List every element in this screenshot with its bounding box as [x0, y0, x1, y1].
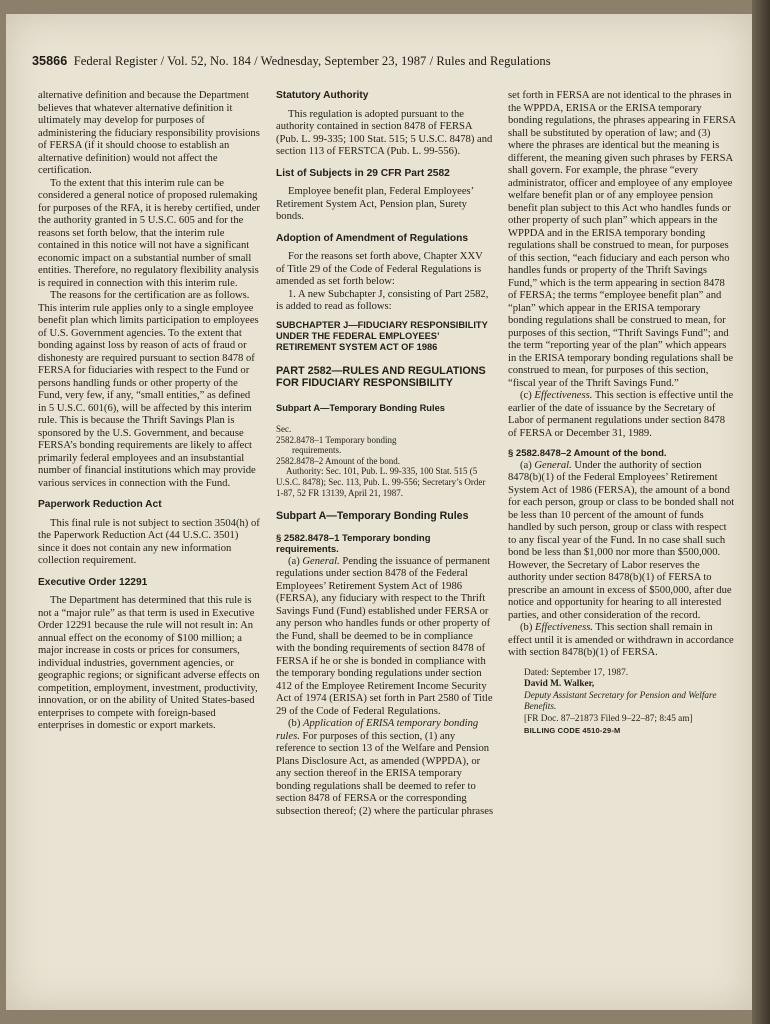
page-gutter-shadow	[752, 0, 770, 1024]
signer-title: Deputy Assistant Secretary for Pension and Welfare Benefits.	[524, 690, 717, 712]
part-heading: PART 2582—RULES AND REGULATIONS FOR FIDUCIARY RESPONSIBILITY	[276, 364, 486, 389]
page-header	[32, 54, 744, 69]
paragraph: To the extent that this interim rule can be considered a general notice of proposed rulemaking for purposes of the RFA, it is hereby certified, under the authority granted in 5 U.S.C. 605 and for the reasons set forth below, that the interim rule contained in this notice will not have a significant economic impact on a substantial number of small entities. Therefore, no regulatory flexibility analysis is required in connection with this interim rule.	[38, 177, 260, 289]
page-number: 35866	[32, 54, 68, 68]
paragraph-text: For purposes of this section, (1) any reference to section 13 of the Welfare and Pension Plans Disclosure Act, as amended (WPPDA), or any section thereof in the ERISA temporary bonding regulations shall be deemed to refer to section 8478 of FERSA or the corresponding subsection thereof; (2) where the particular phrases	[276, 730, 494, 817]
paragraph-text: Pending the issuance of permanent regulations under section 8478 of the Federal Employees’ Retirement System Act of 1986 (FERSA), any fiduciary with respect to the Thrift Savings Fund (Fund) established under FERSA or any person who handles funds or other property of the Fund, shall be deemed to be in compliance with the bonding requirements of section 8478 of FERSA if he or she is bonded in compliance with the temporary bonding regulations under section 412 of the Employee Retirement Income Security Act of 1974 (ERISA) set forth in Part 2580 of Title 29 of the Code of Federal Regulations.	[276, 555, 493, 717]
section-heading: § 2582.8478–1 Temporary bonding requirements.	[276, 532, 431, 556]
authority-citation: Authority: Sec. 101, Pub. L. 99-335, 100 Stat. 515 (5 U.S.C. 8478); Sec. 113, Pub. L. 99-556; Secretary’s Order 1-87, 52 FR 13139, April 21, 1987.	[276, 466, 486, 498]
paragraph	[508, 390, 736, 440]
paragraph	[276, 556, 494, 719]
heading-list-of-subjects: List of Subjects in 29 CFR Part 2582	[276, 167, 450, 179]
toc-entry: 2582.8478–1 Temporary bonding	[276, 434, 397, 445]
paragraph-label: (b)	[288, 718, 304, 730]
toc-entry: 2582.8478–2 Amount of the bond.	[276, 455, 400, 466]
paragraph-title: Effectiveness.	[535, 622, 593, 633]
toc-entry-continued: requirements.	[292, 445, 342, 456]
paragraph-label: (c)	[520, 390, 535, 401]
heading-paperwork-reduction-act: Paperwork Reduction Act	[38, 499, 162, 510]
paragraph-label: (b)	[520, 622, 536, 633]
subpart-toc-heading: Subpart A—Temporary Bonding Rules	[276, 402, 445, 413]
paragraph-title: Effectiveness.	[534, 390, 593, 401]
paragraph-title: General.	[302, 555, 340, 567]
paragraph: alternative definition and because the Department believes that whatever alternative definition it ultimately may develop for purposes of administering the fiduciary responsibility provisions of FERSA (if it should choose to establish an alternative definition) would not affect the certification.	[38, 90, 260, 176]
paragraph	[276, 718, 494, 818]
paragraph	[508, 622, 736, 660]
subpart-a-heading: Subpart A—Temporary Bonding Rules	[276, 510, 469, 523]
subchapter-heading: SUBCHAPTER J—FIDUCIARY RESPONSIBILITY UNDER THE FEDERAL EMPLOYEES’ RETIREMENT SYSTEM ACT OF 1986	[276, 319, 488, 352]
header-text: Federal Register / Vol. 52, No. 184 / Wednesday, September 23, 1987 / Rules and Regulations	[73, 54, 551, 68]
heading-executive-order: Executive Order 12291	[38, 576, 148, 588]
heading-statutory-authority: Statutory Authority	[276, 90, 369, 101]
fr-doc-line: [FR Doc. 87–21873 Filed 9–22–87; 8:45 am]	[524, 713, 693, 724]
paragraph: Employee benefit plan, Federal Employees’ Retirement System Act, Pension plan, Surety bonds.	[276, 186, 474, 222]
paragraph-title: General.	[534, 459, 572, 471]
paragraph-label: (a)	[520, 459, 535, 471]
paragraph: set forth in FERSA are not identical to the phrases in the WPPDA, ERISA or the ERISA temporary bonding regulations, the phrases appearing in FERSA shall be substituted by operation of law; and (3) where the phrases are identical but the meaning is different, the meaning given such phrases by FERSA shall govern. For example, the phrase “every administrator, officer and employee of any employee welfare benefit plan or of any employee pension benefit plan subject to this Act who handles funds or other property of such plan” which appears in the WPPDA and in the ERISA temporary bonding regulations shall be construed to mean, for purposes of this section, “each fiduciary and each person who handles funds or property of the Thrift Savings Fund,” which is the term appearing in section 8478 of FERSA; the terms “employee benefit plan” and “plan” which appear in the ERISA temporary bonding regulations shall be construed to mean, for purposes of this section, “Thrift Savings Fund”; and the term “reporting year of the plan” which appears in the ERISA temporary bonding regulations shall be construed to mean, for purposes of this section, “fiscal year of the Thrift Savings Fund.”	[508, 90, 736, 389]
paragraph-text: Under the authority of section 8478(b)(1) of the Federal Employees’ Retirement System Act of 1986 (FERSA), the amount of a bond for each person, group or class to be bonded shall not be less than 10 percent of the amount of funds handled by such person, group or class with respect to any fiscal year of the Fund. In no case shall such bond be less than $1,000 nor more than $500,000. However, the Secretary of Labor reserves the authority under section 8478(b)(1) of FERSA to prescribe an amount in excess of $500,000, after due notice and opportunity for hearing to all interested parties, and other consideration of the record.	[508, 459, 735, 621]
paragraph-title: Application of ERISA temporary bonding rules.	[276, 718, 479, 742]
column-right	[508, 90, 736, 738]
paragraph-text: This section shall remain in effect until it is amended or withdrawn in accordance with section 8478(b)(1) of FERSA.	[508, 622, 734, 658]
paragraph: 1. A new Subchapter J, consisting of Part 2582, is added to read as follows:	[276, 288, 489, 312]
paragraph: This regulation is adopted pursuant to the authority contained in section 8478 of FERSA (Pub. L. 99-335; 100 Stat. 515; 5 U.S.C. 8478) and section 113 of FERSTCA (Pub. L. 99-556).	[276, 108, 493, 157]
paragraph: The Department has determined that this rule is not a “major rule” as that term is used in Executive Order 12291 because the rule will not result in: An annual effect on the economy of $100 million; a major increase in costs or prices for consumers, individual industries, government agencies, or geographic regions; or significant adverse effects on competition, employment, investment, productivity, innovation, or on the ability of United States-based enterprises to compete with foreign-based enterprises in domestic or export markets.	[38, 595, 260, 731]
paragraph	[508, 460, 736, 623]
dated-line: Dated: September 17, 1987.	[524, 667, 629, 678]
column-left	[38, 90, 260, 733]
column-middle	[276, 90, 494, 818]
toc-sec-label: Sec.	[276, 424, 292, 434]
heading-adoption-of-amendment: Adoption of Amendment of Regulations	[276, 232, 469, 244]
paragraph: The reasons for the certification are as follows. This interim rule applies only to a single employee benefit plan which limits participation to employees of U.S. Government agencies. To the extent that bonding against loss by reason of acts of fraud or dishonesty are required pursuant to section 8478 of FERSA for fiduciaries with respect to the Fund or persons handling funds or other property of the Fund, very few, if any, “small entities,” as defined in 5 U.S.C. 601(6), will be affected by this interim rule. This is because the Thrift Savings Plan is sponsored by the U.S. Government, and because FERSA’s bonding requirements are likely to affect primarily federal employees and an insubstantial number of financial institutions which may provide various services in connection with the Fund.	[38, 290, 259, 489]
paragraph: For the reasons set forth above, Chapter XXV of Title 29 of the Code of Federal Regulations is amended as set forth below:	[276, 251, 483, 287]
section-heading: § 2582.8478–2 Amount of the bond.	[508, 448, 667, 459]
paragraph: This final rule is not subject to section 3504(h) of the Paperwork Reduction Act (44 U.S.C. 3501) since it does not contain any new information collection requirement.	[38, 517, 260, 566]
billing-code: BILLING CODE 4510-29-M	[524, 726, 621, 735]
signer-name: David M. Walker,	[524, 679, 595, 689]
paragraph-text: This section is effective until the earlier of the date of issuance by the Secretary of Labor of permanent regulations under section 8478 of FERSA or December 31, 1989.	[508, 390, 734, 439]
paragraph-label: (a)	[288, 555, 303, 567]
